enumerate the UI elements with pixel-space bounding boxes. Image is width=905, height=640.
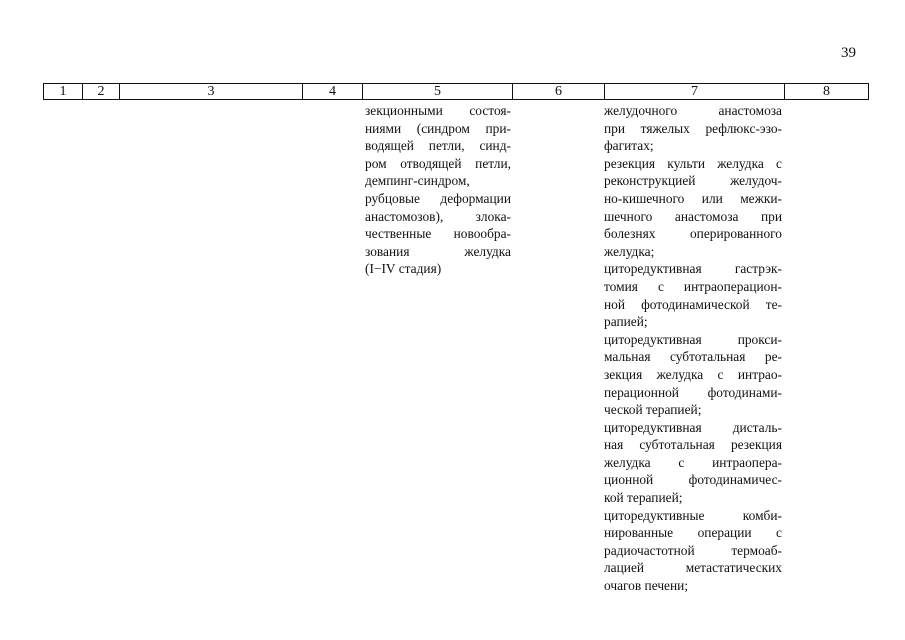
text-line: очагов печени; bbox=[604, 578, 689, 594]
header-cell-7: 7 bbox=[605, 84, 785, 99]
table-header-row bbox=[43, 83, 869, 100]
text-line: нированные операции с bbox=[604, 525, 782, 541]
text-line: болезнях оперированного bbox=[604, 226, 782, 242]
text-line: при тяжелых рефлюкс-эзо- bbox=[604, 120, 782, 136]
text-line: лацией метастатических bbox=[604, 560, 782, 576]
text-line: шечного анастомоза при bbox=[604, 208, 782, 224]
column-7-text bbox=[604, 102, 782, 595]
text-line: демпинг-синдром, bbox=[365, 173, 470, 189]
text-line: циторедуктивные комби- bbox=[604, 507, 782, 523]
header-cell-3: 3 bbox=[120, 84, 303, 99]
text-line: ционной фотодинамичес- bbox=[604, 472, 782, 488]
text-line: кой терапией; bbox=[604, 490, 683, 506]
page-number: 39 bbox=[841, 45, 856, 61]
text-line: циторедуктивная прокси- bbox=[604, 331, 782, 347]
text-line: ная субтотальная резекция bbox=[604, 437, 782, 453]
header-cell-5: 5 bbox=[363, 84, 513, 99]
text-line: зования желудка bbox=[365, 243, 511, 259]
text-line: томия с интраоперацион- bbox=[604, 278, 782, 294]
text-line: резекция культи желудка с bbox=[604, 155, 782, 171]
text-line: зекция желудка с интрао- bbox=[604, 366, 782, 382]
text-line: фагитах; bbox=[604, 138, 654, 154]
text-line: но-кишечного или межки- bbox=[604, 190, 782, 206]
header-cell-2: 2 bbox=[83, 84, 120, 99]
text-line: рубцовые деформации bbox=[365, 190, 511, 206]
text-line: перационной фотодинами- bbox=[604, 384, 782, 400]
text-line: желудка с интраопера- bbox=[604, 454, 782, 470]
text-line: желудка; bbox=[604, 243, 655, 259]
header-cell-8: 8 bbox=[823, 84, 830, 99]
text-line: рапией; bbox=[604, 314, 648, 330]
text-line: мальная субтотальная ре- bbox=[604, 349, 782, 365]
text-line: чественные новообра- bbox=[365, 226, 511, 242]
text-line: ром отводящей петли, bbox=[365, 155, 511, 171]
text-line: реконструкцией желудоч- bbox=[604, 173, 782, 189]
text-line: циторедуктивная дисталь- bbox=[604, 419, 782, 435]
header-cell-1: 1 bbox=[44, 84, 83, 99]
text-line: желудочного анастомоза bbox=[604, 103, 782, 118]
text-line: ческой терапией; bbox=[604, 402, 702, 418]
text-line: радиочастотной термоаб- bbox=[604, 542, 782, 558]
column-5-text bbox=[365, 102, 511, 278]
text-line: циторедуктивная гастрэк- bbox=[604, 261, 782, 277]
header-cell-4: 4 bbox=[303, 84, 363, 99]
text-line: ной фотодинамической те- bbox=[604, 296, 782, 312]
text-line: анастомозов), злока- bbox=[365, 208, 511, 224]
text-line: ниями (синдром при- bbox=[365, 120, 511, 136]
text-line: зекционными состоя- bbox=[365, 103, 511, 118]
text-line: водящей петли, синд- bbox=[365, 138, 511, 154]
text-line: (I−IV стадия) bbox=[365, 261, 442, 277]
header-cell-6: 6 bbox=[513, 84, 605, 99]
